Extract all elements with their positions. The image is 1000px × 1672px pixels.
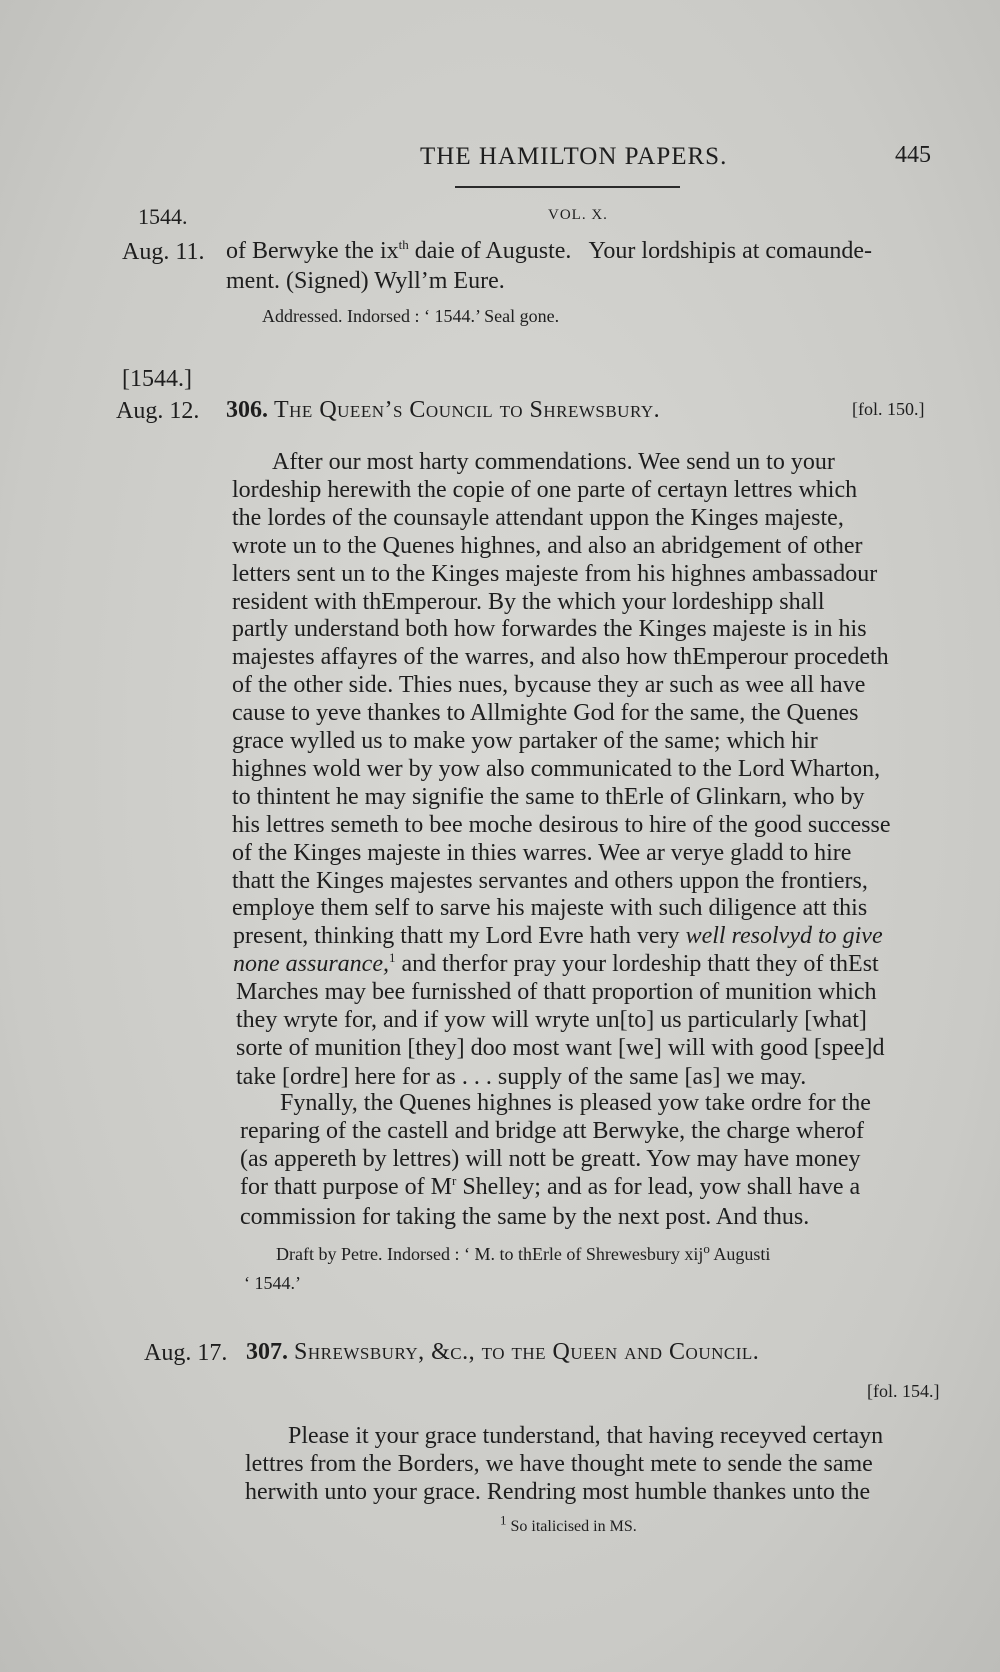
text-line: letters sent un to the Kinges majeste from his highnes ambassadour: [232, 560, 878, 587]
text-line: lordeship herewith the copie of one parte of certayn lettres which: [232, 476, 858, 503]
text-line: to thintent he may signifie the same to thErle of Glinkarn, who by: [232, 783, 865, 810]
text-line: herwith unto your grace. Rendring most humble thankes unto the: [245, 1479, 871, 1505]
folio-ref: [fol. 154.]: [867, 1381, 940, 1401]
page-number: 445: [895, 142, 931, 168]
year-marker: 1544.: [138, 204, 188, 229]
text-line: present, thinking thatt my Lord Evre hath very well resolvyd to give: [233, 923, 883, 949]
entry-date: Aug. 17.: [144, 1340, 228, 1366]
text-line: cause to yeve thankes to Allmighte God for the same, the Quenes: [232, 700, 859, 727]
volume-label: VOL. X.: [548, 207, 608, 223]
text-line: grace wylled us to make yow partaker of the same; which hir: [232, 728, 818, 754]
text-line: partly understand both how forwardes the Kinges majeste is in his: [232, 616, 867, 643]
text-line: ment. (Signed) Wyll’m Eure.: [226, 268, 505, 294]
editorial-note: Addressed. Indorsed : ‘ 1544.’ Seal gone.: [262, 306, 560, 326]
text-line: wrote un to the Quenes highnes, and also an abridgement of other: [232, 532, 863, 559]
text-line: his lettres semeth to bee moche desirous to hire of the good successe: [232, 811, 891, 838]
entry-year: [1544.]: [122, 366, 192, 392]
text-line: they wryte for, and if yow will wryte un[to] us particularly [what]: [236, 1007, 867, 1034]
text-line: of the Kinges majeste in thies warres. Wee ar verye gladd to hire: [232, 839, 852, 866]
header-rule: [455, 186, 680, 188]
entry-date: Aug. 11.: [122, 239, 205, 265]
text-line: majestes affayres of the warres, and also how thEmperour procedeth: [232, 644, 889, 671]
text-line: Please it your grace tunderstand, that having receyved certayn: [288, 1423, 884, 1449]
entry-date: Aug. 12.: [116, 398, 200, 424]
text-line: of the other side. Thies nues, bycause they ar such as wee all have: [232, 672, 866, 699]
text-line: of Berwyke the $ix^{th}$ daie of Auguste. Your lordshipis at comaunde-: [226, 237, 873, 264]
text-line: After our most harty commendations. Wee send un to your: [272, 449, 835, 475]
text-line: reparing of the castell and bridge att Berwyke, the charge wherof: [240, 1118, 864, 1144]
folio-ref: [fol. 150.]: [852, 399, 925, 419]
text-line: Marches may bee furnisshed of thatt proportion of munition which: [236, 979, 877, 1005]
text-line: for thatt purpose of $M^r$ Shelley; and as for lead, yow shall have a: [240, 1173, 861, 1200]
editorial-note: ‘ 1544.’: [244, 1273, 301, 1293]
text-line: resident with thEmperour. By the which your lordeshipp shall: [232, 588, 825, 615]
editorial-note: Draft by Petre. Indorsed : ‘ M. to thErle of Shrewesbury xij$^o$ Augusti: [276, 1241, 771, 1264]
text-line: highnes wold wer by yow also communicated to the Lord Wharton,: [232, 755, 881, 782]
entry-heading: 307. Shrewsbury, &c., to the Queen and Council.: [246, 1339, 760, 1365]
text-line: employe them self to sarve his majeste with such diligence att this: [232, 895, 868, 922]
text-line: take [ordre] here for as . . . supply of the same [as] we may.: [236, 1063, 807, 1090]
text-line: none assurance,$^1$ and therfor pray your lordeship thatt they of thEst: [233, 950, 879, 977]
entry-heading: 306. The Queen’s Council to Shrewsbury.: [226, 397, 661, 423]
footnote: $^1$ So italicised in MS.: [500, 1512, 637, 1535]
text-line: lettres from the Borders, we have thought mete to sende the same: [245, 1451, 873, 1477]
text-line: thatt the Kinges majestes servantes and others uppon the frontiers,: [232, 867, 868, 894]
running-title: THE HAMILTON PAPERS.: [420, 143, 728, 170]
text-line: Fynally, the Quenes highnes is pleased yow take ordre for the: [280, 1090, 871, 1116]
text-line: commission for taking the same by the next post. And thus.: [240, 1204, 810, 1230]
text-line: the lordes of the counsayle attendant uppon the Kinges majeste,: [232, 504, 844, 531]
text-line: sorte of munition [they] doo most want [we] will with good [spee]d: [236, 1035, 885, 1062]
text-line: (as appereth by lettres) will nott be greatt. Yow may have money: [240, 1146, 861, 1172]
